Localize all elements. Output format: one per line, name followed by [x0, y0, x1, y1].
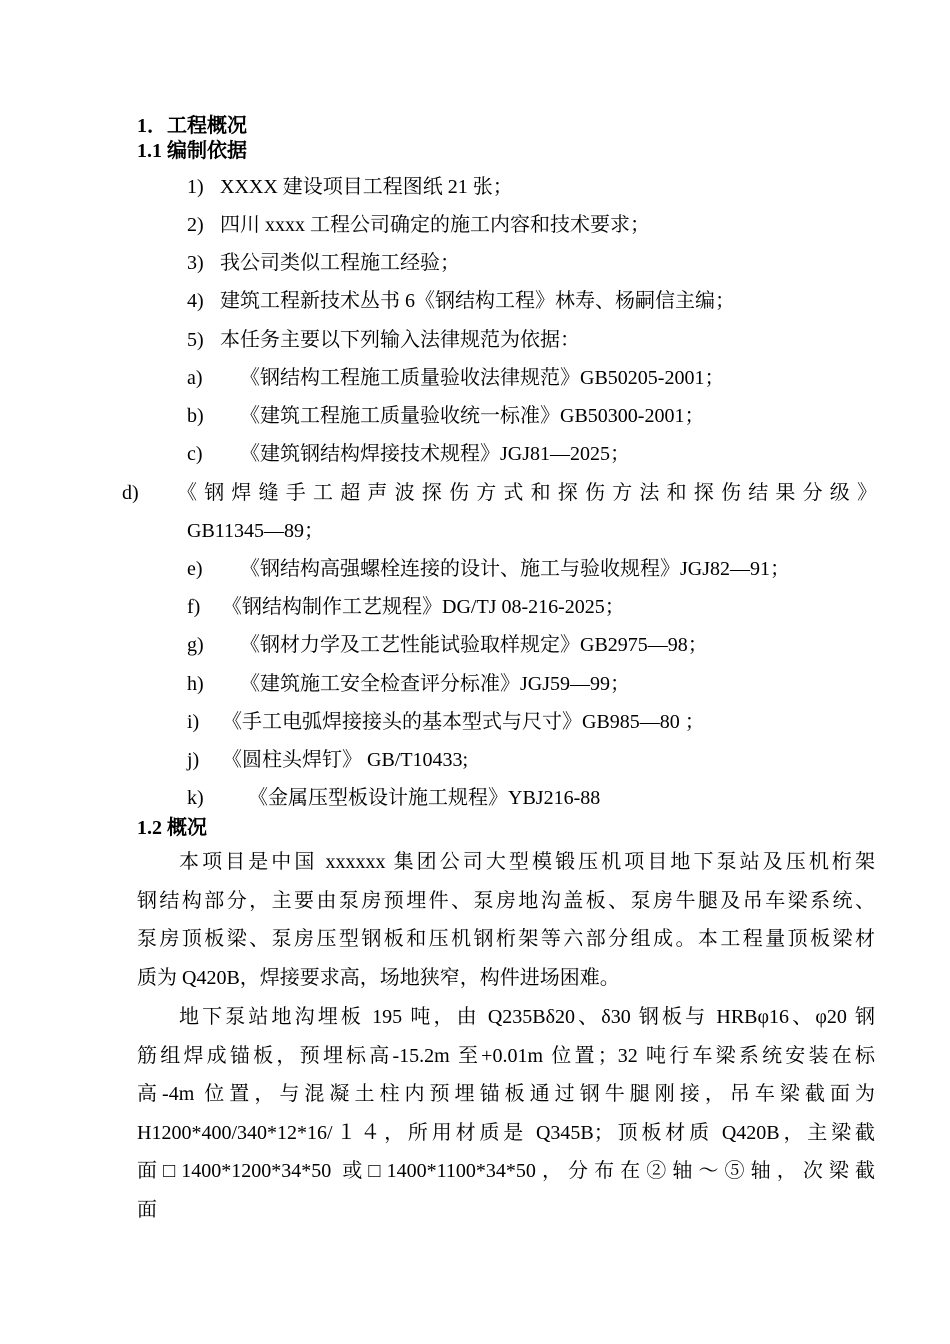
paragraph-line: 地下泵站地沟埋板 195 吨，由 Q235Bδ20、δ30 钢板与 HRBφ16、φ20 钢	[179, 1006, 875, 1028]
list-item-number: c)	[187, 443, 203, 465]
list-item-text: 我公司类似工程施工经验；	[220, 252, 460, 274]
list-item-text: 《钢材力学及工艺性能试验取样规定》GB2975—98；	[240, 634, 708, 656]
paragraph-line: 高-4m 位置，与混凝土柱内预埋锚板通过钢牛腿刚接，吊车梁截面为	[137, 1083, 875, 1105]
list-item-text: XXXX 建设项目工程图纸 21 张；	[220, 176, 513, 198]
section-heading-1: 1．工程概况	[137, 115, 247, 137]
paragraph-line: 面□1400*1200*34*50 或□1400*1100*34*50，分布在②轴～⑤轴，次梁截	[137, 1160, 875, 1182]
list-item-number: 5)	[187, 329, 204, 351]
list-item-number: 3)	[187, 252, 204, 274]
list-item-text: 《钢结构制作工艺规程》DG/TJ 08-216-2025；	[222, 596, 625, 618]
list-item-text: 《建筑钢结构焊接技术规程》JGJ81—2025；	[240, 443, 631, 465]
list-item-number: d)	[122, 482, 139, 504]
list-item-text: 四川 xxxx 工程公司确定的施工内容和技术要求；	[220, 214, 650, 236]
list-item-text: 《钢结构高强螺栓连接的设计、施工与验收规程》JGJ82—91；	[240, 558, 791, 580]
list-item-number: 2)	[187, 214, 204, 236]
list-item-number: 4)	[187, 290, 204, 312]
overview-paragraph-1	[137, 843, 875, 997]
section-heading-1-2: 1.2 概况	[137, 817, 207, 839]
list-item-text: 《圆柱头焊钉》 GB/T10433;	[222, 749, 469, 771]
list-item-text-continued: GB11345—89；	[187, 520, 325, 542]
list-item-text: 《钢结构工程施工质量验收法律规范》GB50205-2001；	[240, 367, 725, 389]
list-item-number: b)	[187, 405, 204, 427]
paragraph-line: 面	[137, 1198, 157, 1221]
paragraph-line: 筋组焊成锚板，预埋标高-15.2m 至+0.01m 位置；32 吨行车梁系统安装在标	[137, 1044, 875, 1067]
list-item-text: 《金属压型板设计施工规程》YBJ216-88	[248, 787, 601, 809]
list-item-number: 1)	[187, 176, 204, 198]
list-item-number: f)	[187, 596, 201, 618]
paragraph-line: 本项目是中国 xxxxxx 集团公司大型模锻压机项目地下泵站及压机桁架	[179, 851, 875, 873]
list-item-number: g)	[187, 634, 204, 656]
list-item-text: 《建筑工程施工质量验收统一标准》GB50300-2001；	[240, 405, 705, 427]
paragraph-line: H1200*400/340*12*16/１４，所用材质是 Q345B；顶板材质 Q420B，主梁截	[137, 1121, 875, 1144]
list-item-number: j)	[187, 749, 200, 771]
list-item-number: k)	[187, 787, 204, 809]
paragraph-line: 钢结构部分，主要由泵房预埋件、泵房地沟盖板、泵房牛腿及吊车梁系统、	[137, 889, 875, 912]
list-item-text: 本任务主要以下列输入法律规范为依据：	[220, 329, 580, 351]
list-item-number: a)	[187, 367, 203, 389]
list-item-text: 建筑工程新技术丛书 6《钢结构工程》林寿、杨嗣信主编；	[220, 290, 735, 312]
paragraph-line: 泵房顶板梁、泵房压型钢板和压机钢桁架等六部分组成。本工程量顶板梁材	[137, 928, 875, 950]
list-item-text: 《手工电弧焊接接头的基本型式与尺寸》GB985—80 ；	[222, 711, 705, 733]
overview-paragraph-2	[137, 998, 875, 1229]
list-item-text: 《钢焊缝手工超声波探伤方式和探伤方法和探伤结果分级》	[177, 482, 877, 504]
list-item-number: h)	[187, 673, 204, 695]
section-heading-1-1: 1.1 编制依据	[137, 140, 247, 162]
list-item-number: i)	[187, 711, 200, 733]
paragraph-line: 质为 Q420B，焊接要求高，场地狭窄，构件进场困难。	[137, 966, 620, 989]
list-item-number: e)	[187, 558, 203, 580]
list-item-text: 《建筑施工安全检查评分标准》JGJ59—99；	[240, 673, 631, 695]
